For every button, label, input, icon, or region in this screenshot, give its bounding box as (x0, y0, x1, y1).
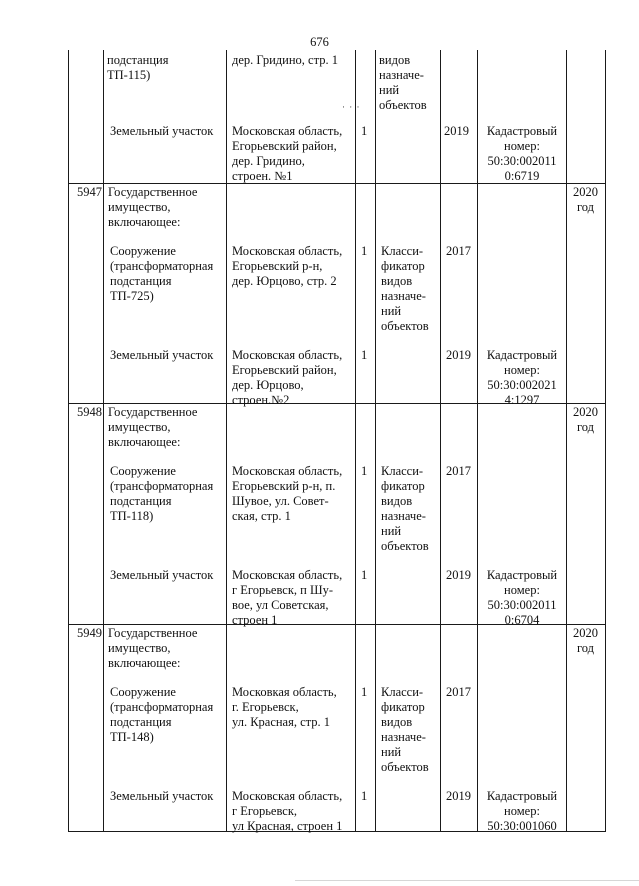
structure-classifier: назначе- (381, 509, 426, 523)
record-number: 5947 (77, 185, 102, 199)
cadastral-number: 50:30:001060 (487, 819, 557, 833)
record-year: 2020 (573, 185, 598, 199)
record-number: 5949 (77, 626, 102, 640)
land-plot-address: дер. Гридино, (232, 154, 305, 168)
substation-name-cont: ТП-115) (107, 68, 151, 82)
col-border-address (355, 50, 356, 831)
land-plot-address: Московская область, (232, 789, 343, 803)
structure-name: Сооружение (110, 244, 176, 258)
structure-classifier: ний (381, 524, 402, 538)
land-plot-address: Московская область, (232, 124, 343, 138)
structure-classifier: назначе- (381, 730, 426, 744)
structure-classifier: видов (381, 715, 413, 729)
structure-classifier: назначе- (381, 289, 426, 303)
record-year: 2020 (573, 626, 598, 640)
record-year: год (576, 420, 595, 434)
land-plot-address: г Егорьевск, п Шу- (232, 583, 333, 597)
land-plot-address: ул Красная, строен 1 (232, 819, 343, 833)
cadastral-number: 50:30:002011 (487, 598, 557, 612)
structure-year: 2017 (446, 685, 471, 699)
structure-name: подстанция (110, 715, 172, 729)
land-plot-address: Егорьевский район, (232, 363, 337, 377)
structure-qty: 1 (361, 685, 368, 699)
cadastral-number: номер: (504, 139, 540, 153)
structure-address: Егорьевский р-н, п. (232, 479, 336, 493)
cadastral-number: номер: (504, 363, 540, 377)
structure-classifier: видов (381, 274, 413, 288)
col-border-left (68, 50, 69, 831)
structure-qty: 1 (361, 244, 368, 258)
land-plot-qty: 1 (361, 568, 368, 582)
cadastral-number: Кадастровый (486, 124, 558, 138)
record-header: Государственное (108, 626, 198, 640)
record-header: имущество, (108, 420, 171, 434)
record-header: включающее: (108, 656, 181, 670)
structure-classifier: фикатор (381, 479, 425, 493)
structure-classifier: объектов (381, 319, 429, 333)
structure-name: ТП-725) (110, 289, 154, 303)
structure-qty: 1 (361, 464, 368, 478)
cadastral-number: 0:6719 (504, 169, 540, 183)
land-plot-name: Земельный участок (110, 789, 214, 803)
col-border-qty (375, 50, 376, 831)
cadastral-number: 4:1297 (504, 393, 540, 407)
structure-address: Московская область, (232, 244, 343, 258)
land-plot-address: строен.№2 (232, 393, 290, 407)
substation-address-cont: дер. Гридино, стр. 1 (232, 53, 338, 67)
substation-name-cont: подстанция (107, 53, 169, 67)
record-header: имущество, (108, 200, 171, 214)
land-plot-name: Земельный участок (110, 568, 214, 582)
land-plot-qty: 1 (361, 124, 368, 138)
page-number: 676 (310, 35, 329, 49)
land-plot-year: 2019 (444, 124, 469, 138)
land-plot-address: Московская область, (232, 348, 343, 362)
structure-classifier: Класси- (381, 244, 424, 258)
structure-classifier: Класси- (381, 685, 424, 699)
structure-address: Егорьевский р-н, (232, 259, 323, 273)
structure-classifier: объектов (381, 539, 429, 553)
structure-year: 2017 (446, 464, 471, 478)
structure-classifier: ний (381, 304, 402, 318)
structure-classifier: фикатор (381, 700, 425, 714)
land-plot-qty: 1 (361, 789, 368, 803)
structure-name: (трансформаторная (110, 700, 214, 714)
col-border-classifier (440, 50, 441, 831)
structure-name: ТП-148) (110, 730, 154, 744)
record-header: включающее: (108, 215, 181, 229)
land-plot-address: г Егорьевск, (232, 804, 298, 818)
record-header: Государственное (108, 185, 198, 199)
record-number: 5948 (77, 405, 102, 419)
structure-name: (трансформаторная (110, 479, 214, 493)
scan-edge-line (295, 880, 639, 881)
structure-classifier: ний (381, 745, 402, 759)
structure-name: Сооружение (110, 685, 176, 699)
land-plot-address: дер. Юрцово, (232, 378, 304, 392)
structure-address: ская, стр. 1 (232, 509, 291, 523)
cadastral-number: номер: (504, 804, 540, 818)
structure-name: подстанция (110, 494, 172, 508)
cadastral-number: номер: (504, 583, 540, 597)
structure-address: Московская область, (232, 464, 343, 478)
record-year: год (576, 200, 595, 214)
col-border-name (226, 50, 227, 831)
cadastral-number: 50:30:002011 (487, 154, 557, 168)
structure-address: Шувое, ул. Совет- (232, 494, 329, 508)
structure-classifier: Класси- (381, 464, 424, 478)
land-plot-name: Земельный участок (110, 124, 214, 138)
land-plot-year: 2019 (446, 568, 471, 582)
structure-classifier: видов (381, 494, 413, 508)
classifier-cont: назначе- (379, 68, 424, 82)
record-header: включающее: (108, 435, 181, 449)
land-plot-address: Егорьевский район, (232, 139, 337, 153)
structure-classifier: объектов (381, 760, 429, 774)
col-border-cadastral (566, 50, 567, 831)
classifier-cont: видов (379, 53, 411, 67)
land-plot-address: Московская область, (232, 568, 343, 582)
structure-address: дер. Юрцово, стр. 2 (232, 274, 337, 288)
land-plot-address: вое, ул Советская, (232, 598, 329, 612)
cadastral-number: 0:6704 (504, 613, 540, 627)
land-plot-year: 2019 (446, 789, 471, 803)
record-year: год (576, 641, 595, 655)
land-plot-year: 2019 (446, 348, 471, 362)
cadastral-number: 50:30:002021 (487, 378, 557, 392)
structure-name: (трансформаторная (110, 259, 214, 273)
col-border-num (103, 50, 104, 831)
record-header: Государственное (108, 405, 198, 419)
classifier-cont: объектов (379, 98, 427, 112)
structure-name: Сооружение (110, 464, 176, 478)
record-header: имущество, (108, 641, 171, 655)
structure-address: Московкая область, (232, 685, 337, 699)
col-border-right (605, 50, 606, 831)
structure-address: ул. Красная, стр. 1 (232, 715, 331, 729)
land-plot-address: строен. №1 (232, 169, 293, 183)
structure-name: ТП-118) (110, 509, 154, 523)
record-year: 2020 (573, 405, 598, 419)
structure-address: г. Егорьевск, (232, 700, 299, 714)
cadastral-number: Кадастровый (486, 789, 558, 803)
cadastral-number: Кадастровый (486, 348, 558, 362)
land-plot-qty: 1 (361, 348, 368, 362)
classifier-cont: ний (379, 83, 400, 97)
scan-marks: · · · (342, 102, 361, 112)
cadastral-number: Кадастровый (486, 568, 558, 582)
land-plot-name: Земельный участок (110, 348, 214, 362)
land-plot-address: строен 1 (232, 613, 278, 627)
structure-name: подстанция (110, 274, 172, 288)
structure-year: 2017 (446, 244, 471, 258)
structure-classifier: фикатор (381, 259, 425, 273)
